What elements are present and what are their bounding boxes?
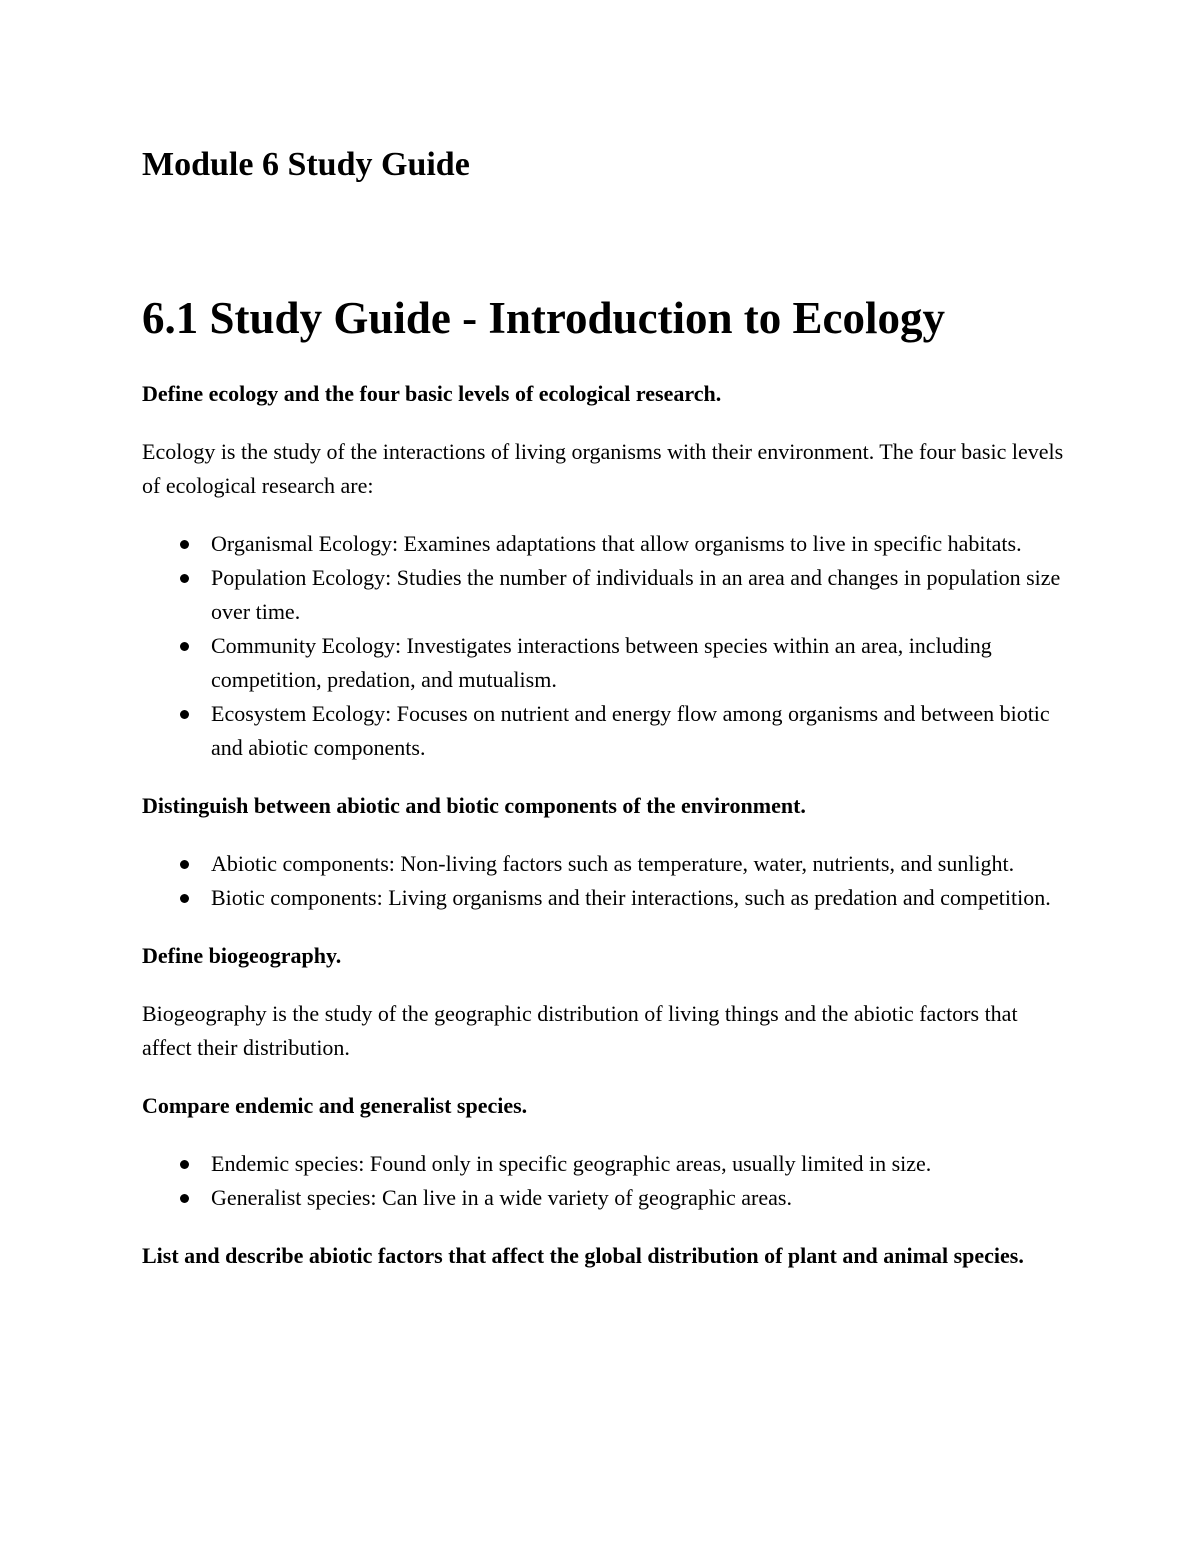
bullet-icon — [180, 1160, 189, 1169]
bullet-icon — [180, 540, 189, 549]
list-item: Generalist species: Can live in a wide variety of geographic areas. — [142, 1181, 1072, 1215]
section-title: 6.1 Study Guide - Introduction to Ecology — [142, 293, 946, 343]
list-item: Organismal Ecology: Examines adaptations that allow organisms to live in specific habitats. — [142, 527, 1072, 561]
list-item: Abiotic components: Non-living factors such as temperature, water, nutrients, and sunlight. — [142, 847, 1072, 881]
answer-paragraph: Ecology is the study of the interactions of living organisms with their environment. The four basic levels of ecological research are: — [142, 439, 1064, 498]
document-title: Module 6 Study Guide — [142, 146, 470, 183]
list-item: Community Ecology: Investigates interactions between species within an area, including competition, predation, and mutualism. — [142, 629, 1072, 697]
question-heading: Distinguish between abiotic and biotic components of the environment. — [142, 793, 806, 818]
bullet-icon — [180, 710, 189, 719]
bullet-icon — [180, 642, 189, 651]
list-item: Biotic components: Living organisms and their interactions, such as predation and competition. — [142, 881, 1072, 915]
bullet-list — [142, 1147, 1072, 1215]
list-item: Ecosystem Ecology: Focuses on nutrient and energy flow among organisms and between biotic and abiotic components. — [142, 697, 1072, 765]
question-heading: Define ecology and the four basic levels of ecological research. — [142, 381, 722, 406]
answer-paragraph: Biogeography is the study of the geographic distribution of living things and the abiotic factors that affect their distribution. — [142, 1001, 1018, 1060]
question-heading: List and describe abiotic factors that affect the global distribution of plant and animal species. — [142, 1243, 1024, 1268]
bullet-icon — [180, 860, 189, 869]
question-heading: Compare endemic and generalist species. — [142, 1093, 528, 1118]
list-item: Endemic species: Found only in specific geographic areas, usually limited in size. — [142, 1147, 1072, 1181]
list-item: Population Ecology: Studies the number of individuals in an area and changes in population size over time. — [142, 561, 1072, 629]
bullet-list — [142, 527, 1072, 765]
bullet-icon — [180, 1194, 189, 1203]
bullet-icon — [180, 894, 189, 903]
question-heading: Define biogeography. — [142, 943, 342, 968]
section-body — [142, 377, 1072, 1273]
bullet-list — [142, 847, 1072, 915]
bullet-icon — [180, 574, 189, 583]
